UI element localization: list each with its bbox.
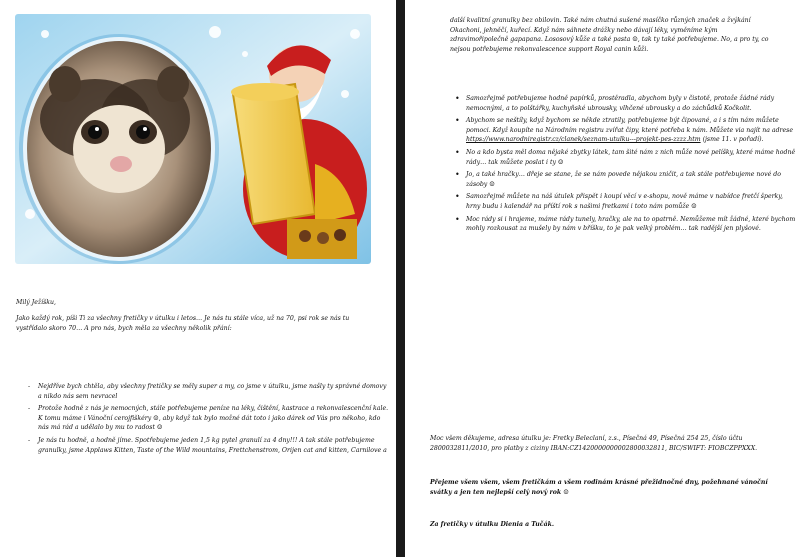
list-item: • No a kdo bysta měl doma nějaké zbytky látek, tam šité nám z nich může nové pelíšky, které máme hodně rády… tak můžete poslat i ty ☺ [466,148,796,167]
list-item [466,116,796,145]
left-wish-list [22,382,392,458]
link-suffix: (jsme 11. v pořadí). [702,136,764,144]
continuation-paragraph: další kvalitní granulky bez obilovin. Také nám chutná sušené masíčko různých značek a žvýkání Okachoni, jehněčí, kuřecí. Když nám sáhnete drážky nebo dávají léky, vyměníme kým zdravimořipolečně gapapana. Lososový kůže a také pasta ☺, tak ty také potřebujeme. No, a pro ty, co nejsou potřebujeme rekonvalescence support Royal canin kůži. [450,17,769,53]
christmas-ferret-illustration [15,14,371,264]
signature: Za fretičky v útulku Dienia a Tučák. [430,521,555,528]
registry-link[interactable]: https://www.narodniregistr.cz/clanek/seznam-utulku---projekt-pes-zzzz.htm [466,136,701,144]
thanks-paragraph: Moc všem děkujeme, adresa útulku je: Fretky Beleclaní, z.s., Písečná 49, Písečná 254 25, číslo účtu 2800032811/2010, pro platby z ciziny IBAN:CZ1420000000002800032811, BIC/SWIFT: FIOBCZPPXXX. [430,435,758,452]
list-item: - Protože hodně z nás je nemocných, stále potřebujeme peníze na léky, čištění, kastrace a rekonvalescenční kale. K tomu máme i Vánoční cerojfiškéry ☺, aby když tak bylo možné dát toto i jako dárek od Vás pro někoho, kdo nás má rád a udělalo by mu to radost ☺ [38,404,392,433]
list-item-text: Abychom se neštíly, když bychom se někde ztratily, potřebujeme být čipované, a i s tím nám můžete pomoci. Když koupíte na Národním registru zvířat čipy, které potřeba k nám. Můžete via najít na adrese [466,117,793,134]
holiday-wish: Přejeme všem všem, všem fretičkám a všem rodinám krásné přežidnočné dny, požehnané vánoční svátky a jen ten nejlepší celý nový rok ☺ [430,479,768,496]
list-item: - Je nás tu hodně, a hodně jíme. Spotřebujeme jeden 1,5 kg pytel granulí za 4 dny!!! A tak stále potřebujeme granulky, jsme Applaws Kitten, Taste of the Wild mountains, Frettchenstrom, Orijen cat and kitten, Carnilove a [38,436,392,455]
right-wish-list [450,94,796,237]
list-item: • Moc rády si i hrajeme, máme rády tunely, hračky, ale na to opatrně. Nemůžeme mít žádné, které bychom mohly rozkousat za mušely by nám v bříšku, to je pak velký problém… tak radější jen plyšové. [466,215,796,234]
illustration-picture [15,14,371,264]
list-item: - Nejdříve bych chtěla, aby všechny fretičky se měly super a my, co jsme v útulku, jsme našly ty správné domovy a nikdo nás sem nevracel [38,382,392,401]
greeting: Milý Ježíšku, [16,299,57,306]
list-item: • Samozřejmě potřebujeme hodně papírků, prostěradla, abychom byly v čistotě, protože žádné rády nemocnými, a to polštářky, kuchyňské ubrousky, vlhčené ubrousky a do záchůdků Kočkolit. [466,94,796,113]
right-page [405,0,800,557]
intro-paragraph: Jako každý rok, píši Ti za všechny fretičky v útulku i letos… Je nás tu stále víca, už na 70, psi rok se nás tu vystřídalo skoro 70… A pro nás, bych měla za všechny několik přání: [16,315,350,332]
list-item: • Samozřejmě můžete na náš útulek přispět i koupí věcí v e-shopu, nově máme v nabídce fretčí šperky, hrny budu i kalendář na příští rok s našimi fretkami i toto nám pomůže ☺ [466,192,796,211]
list-item: • Jo, a také hračky… dřeje se stane, že se nám povede nějakou zničit, a tak stále potřebujeme nové do zásoby ☺ [466,170,796,189]
